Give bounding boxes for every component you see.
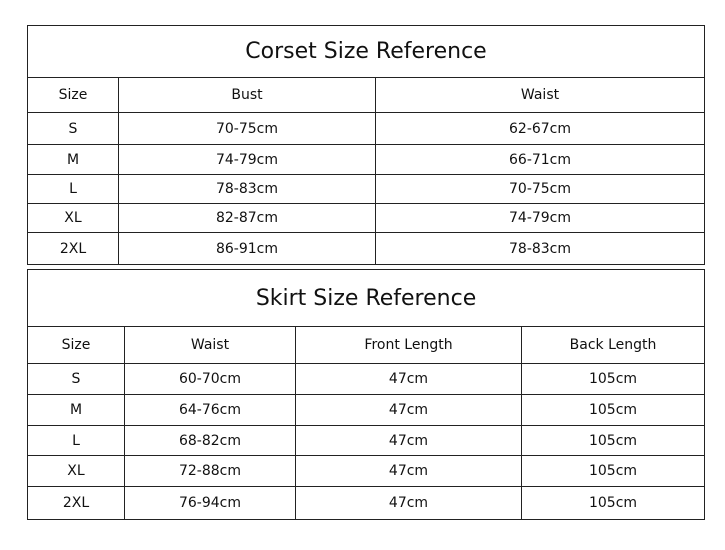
skirt-header-waist: Waist: [125, 327, 296, 364]
corset-row: [28, 175, 705, 204]
skirt-header-back-length: Back Length: [522, 327, 705, 364]
skirt-header-size: Size: [28, 327, 125, 364]
corset-cell-size: 2XL: [28, 233, 119, 265]
corset-row: [28, 113, 705, 145]
corset-header-waist: Waist: [376, 78, 705, 113]
corset-cell-bust: 86-91cm: [119, 233, 376, 265]
corset-row: [28, 233, 705, 265]
corset-row: [28, 204, 705, 233]
skirt-cell-front-length: 47cm: [296, 487, 522, 520]
corset-cell-size: L: [28, 175, 119, 204]
skirt-row: [28, 364, 705, 395]
corset-cell-waist: 74-79cm: [376, 204, 705, 233]
skirt-cell-back-length: 105cm: [522, 395, 705, 426]
skirt-cell-waist: 76-94cm: [125, 487, 296, 520]
skirt-row: [28, 426, 705, 456]
corset-size-table: [27, 25, 705, 265]
skirt-cell-size: XL: [28, 456, 125, 487]
skirt-cell-front-length: 47cm: [296, 456, 522, 487]
skirt-cell-waist: 60-70cm: [125, 364, 296, 395]
skirt-row: [28, 395, 705, 426]
corset-cell-size: S: [28, 113, 119, 145]
skirt-cell-front-length: 47cm: [296, 364, 522, 395]
skirt-cell-size: S: [28, 364, 125, 395]
corset-table-title: Corset Size Reference: [28, 26, 705, 78]
corset-cell-bust: 78-83cm: [119, 175, 376, 204]
skirt-row: [28, 456, 705, 487]
skirt-cell-back-length: 105cm: [522, 426, 705, 456]
corset-cell-waist: 78-83cm: [376, 233, 705, 265]
skirt-cell-waist: 68-82cm: [125, 426, 296, 456]
skirt-cell-back-length: 105cm: [522, 364, 705, 395]
corset-cell-waist: 62-67cm: [376, 113, 705, 145]
skirt-cell-waist: 72-88cm: [125, 456, 296, 487]
corset-cell-bust: 82-87cm: [119, 204, 376, 233]
skirt-table-title: Skirt Size Reference: [28, 270, 705, 327]
skirt-size-table: [27, 269, 705, 520]
skirt-cell-size: 2XL: [28, 487, 125, 520]
corset-header-row: [28, 78, 705, 113]
corset-cell-size: M: [28, 145, 119, 175]
skirt-cell-size: M: [28, 395, 125, 426]
skirt-header-row: [28, 327, 705, 364]
skirt-header-front-length: Front Length: [296, 327, 522, 364]
corset-row: [28, 145, 705, 175]
corset-cell-size: XL: [28, 204, 119, 233]
corset-cell-waist: 66-71cm: [376, 145, 705, 175]
skirt-cell-back-length: 105cm: [522, 487, 705, 520]
skirt-cell-back-length: 105cm: [522, 456, 705, 487]
corset-header-size: Size: [28, 78, 119, 113]
corset-cell-waist: 70-75cm: [376, 175, 705, 204]
corset-cell-bust: 74-79cm: [119, 145, 376, 175]
skirt-cell-front-length: 47cm: [296, 426, 522, 456]
corset-header-bust: Bust: [119, 78, 376, 113]
skirt-cell-size: L: [28, 426, 125, 456]
skirt-row: [28, 487, 705, 520]
corset-cell-bust: 70-75cm: [119, 113, 376, 145]
skirt-cell-front-length: 47cm: [296, 395, 522, 426]
skirt-cell-waist: 64-76cm: [125, 395, 296, 426]
